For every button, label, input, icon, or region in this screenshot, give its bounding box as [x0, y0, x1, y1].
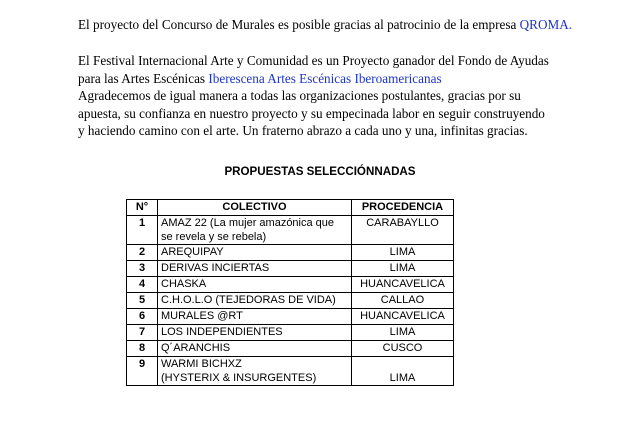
row-colectivo-line: se revela y se rebela)	[161, 231, 267, 243]
festival-line-1-text: El Festival Internacional Arte y Comunidad es un Proyecto ganador del Fondo de Ayudas	[78, 53, 549, 68]
row-colectivo	[158, 216, 352, 245]
row-num: 3	[127, 261, 158, 277]
selected-proposals-table	[126, 199, 454, 386]
row-colectivo-line: (HYSTERIX & INSURGENTES)	[161, 372, 317, 384]
header-procedencia: PROCEDENCIA	[352, 200, 454, 216]
festival-line-2	[78, 70, 578, 88]
row-num: 1	[127, 216, 158, 245]
row-colectivo: AREQUIPAY	[158, 245, 352, 261]
row-num: 6	[127, 309, 158, 325]
table-row	[127, 261, 454, 277]
row-procedencia: HUANCAVELICA	[352, 277, 454, 293]
row-procedencia: CUSCO	[352, 341, 454, 357]
row-num: 4	[127, 277, 158, 293]
row-procedencia: CALLAO	[352, 293, 454, 309]
row-procedencia: LIMA	[352, 325, 454, 341]
header-num: N°	[127, 200, 158, 216]
header-colectivo: COLECTIVO	[158, 200, 352, 216]
thanks-line-2: apuesta, su confianza en nuestro proyecto y su empecinada labor en seguir construyendo	[78, 105, 545, 121]
row-num: 9	[127, 357, 158, 386]
festival-line-1	[78, 52, 578, 70]
row-procedencia: HUANCAVELICA	[352, 309, 454, 325]
table-row	[127, 325, 454, 341]
row-num: 8	[127, 341, 158, 357]
row-colectivo: CHASKA	[158, 277, 352, 293]
table-row	[127, 309, 454, 325]
table-row	[127, 277, 454, 293]
sponsor-name: QROMA.	[519, 17, 573, 32]
row-procedencia: LIMA	[352, 357, 454, 386]
row-num: 5	[127, 293, 158, 309]
row-colectivo: Q´ARANCHIS	[158, 341, 352, 357]
festival-paragraph	[78, 52, 578, 140]
table-row	[127, 216, 454, 245]
row-colectivo	[158, 357, 352, 386]
row-colectivo-line: WARMI BICHXZ	[161, 358, 242, 370]
sponsor-paragraph	[78, 16, 578, 34]
row-procedencia: LIMA	[352, 261, 454, 277]
row-procedencia: CARABAYLLO	[352, 216, 454, 245]
sponsor-text: El proyecto del Concurso de Murales es posible gracias al patrocinio de la empresa	[78, 17, 517, 32]
table-row	[127, 245, 454, 261]
festival-line-2-prefix: para las Artes Escénicas	[78, 70, 206, 86]
table-title: PROPUESTAS SELECCIÓNNADAS	[224, 165, 416, 178]
table-row	[127, 357, 454, 386]
thanks-line-1: Agradecemos de igual manera a todas las organizaciones postulantes, gracias por su	[78, 88, 521, 103]
row-colectivo: DERIVAS INCIERTAS	[158, 261, 352, 277]
row-procedencia: LIMA	[352, 245, 454, 261]
iberescena-link[interactable]: Iberescena Artes Escénicas Iberoamericanas	[208, 70, 442, 86]
table-row	[127, 293, 454, 309]
row-colectivo: LOS INDEPENDIENTES	[158, 325, 352, 341]
table-row	[127, 341, 454, 357]
row-colectivo-line: AMAZ 22 (La mujer amazónica que	[161, 217, 335, 229]
row-num: 2	[127, 245, 158, 261]
thanks-line-3: y haciendo camino con el arte. Un fraterno abrazo a cada uno y una, infinitas gracias.	[78, 123, 528, 138]
table-header-row	[127, 200, 454, 216]
row-num: 7	[127, 325, 158, 341]
row-colectivo: MURALES @RT	[158, 309, 352, 325]
row-colectivo: C.H.O.L.O (TEJEDORAS DE VIDA)	[158, 293, 352, 309]
